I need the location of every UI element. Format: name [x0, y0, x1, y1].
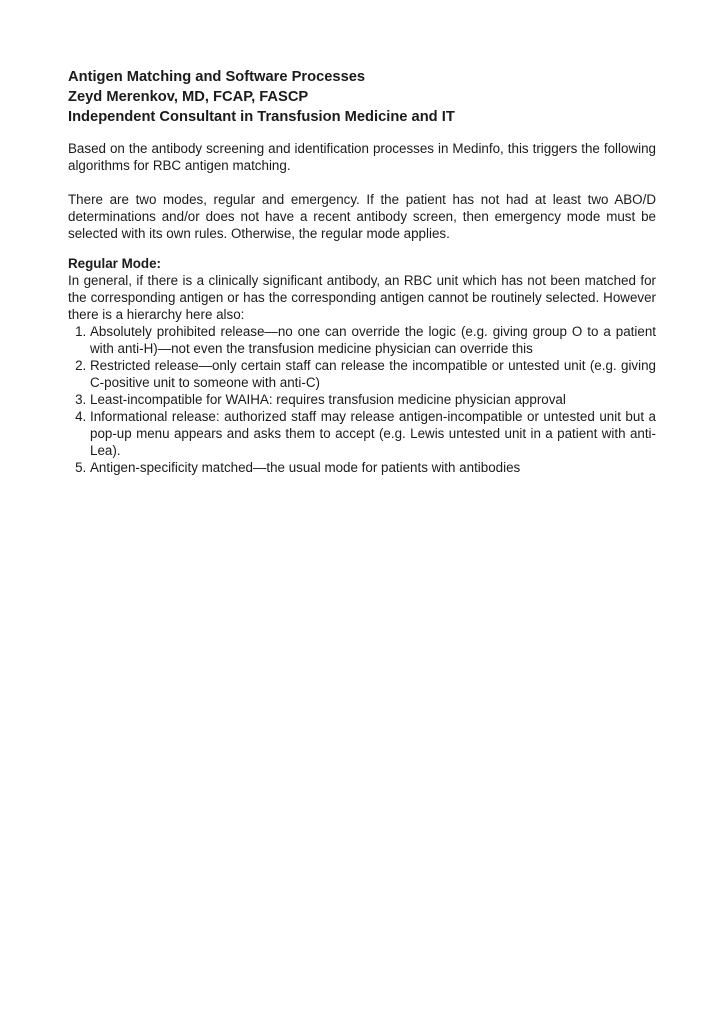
regular-mode-heading: Regular Mode:: [68, 256, 161, 271]
list-item: 4. Informational release: authorized staff may release antigen-incompatible or untested unit but a pop-up menu appears and asks them to accept (e.g. Lewis untested unit in a patient with anti-Lea).: [90, 408, 656, 459]
document-affiliation: Independent Consultant in Transfusion Medicine and IT: [68, 109, 455, 125]
hierarchy-list: [68, 323, 656, 476]
list-item: 3. Least-incompatible for WAIHA: requires transfusion medicine physician approval: [90, 391, 656, 408]
regular-mode-intro: In general, if there is a clinically significant antibody, an RBC unit which has not been matched for the corresponding antigen or has the corresponding antigen cannot be routinely selected. However there is a hierarchy here also:: [68, 273, 656, 322]
document-author: Zeyd Merenkov, MD, FCAP, FASCP: [68, 89, 309, 105]
paragraph-intro: Based on the antibody screening and identification processes in Medinfo, this triggers the following algorithms for RBC antigen matching.: [68, 141, 656, 173]
paragraph-modes: There are two modes, regular and emergency. If the patient has not had at least two ABO/D determinations and/or does not have a recent antibody screen, then emergency mode must be selected with its own rules. Otherwise, the regular mode applies.: [68, 192, 656, 241]
document-content: [68, 67, 656, 476]
list-item: 5. Antigen-specificity matched—the usual mode for patients with antibodies: [90, 459, 656, 476]
list-item: 1. Absolutely prohibited release—no one can override the logic (e.g. giving group O to a patient with anti-H)—not even the transfusion medicine physician can override this: [90, 323, 656, 357]
document-title: Antigen Matching and Software Processes: [68, 69, 366, 85]
document-header: [68, 67, 656, 127]
list-item: 2. Restricted release—only certain staff can release the incompatible or untested unit (e.g. giving C-positive unit to someone with anti-C): [90, 357, 656, 391]
